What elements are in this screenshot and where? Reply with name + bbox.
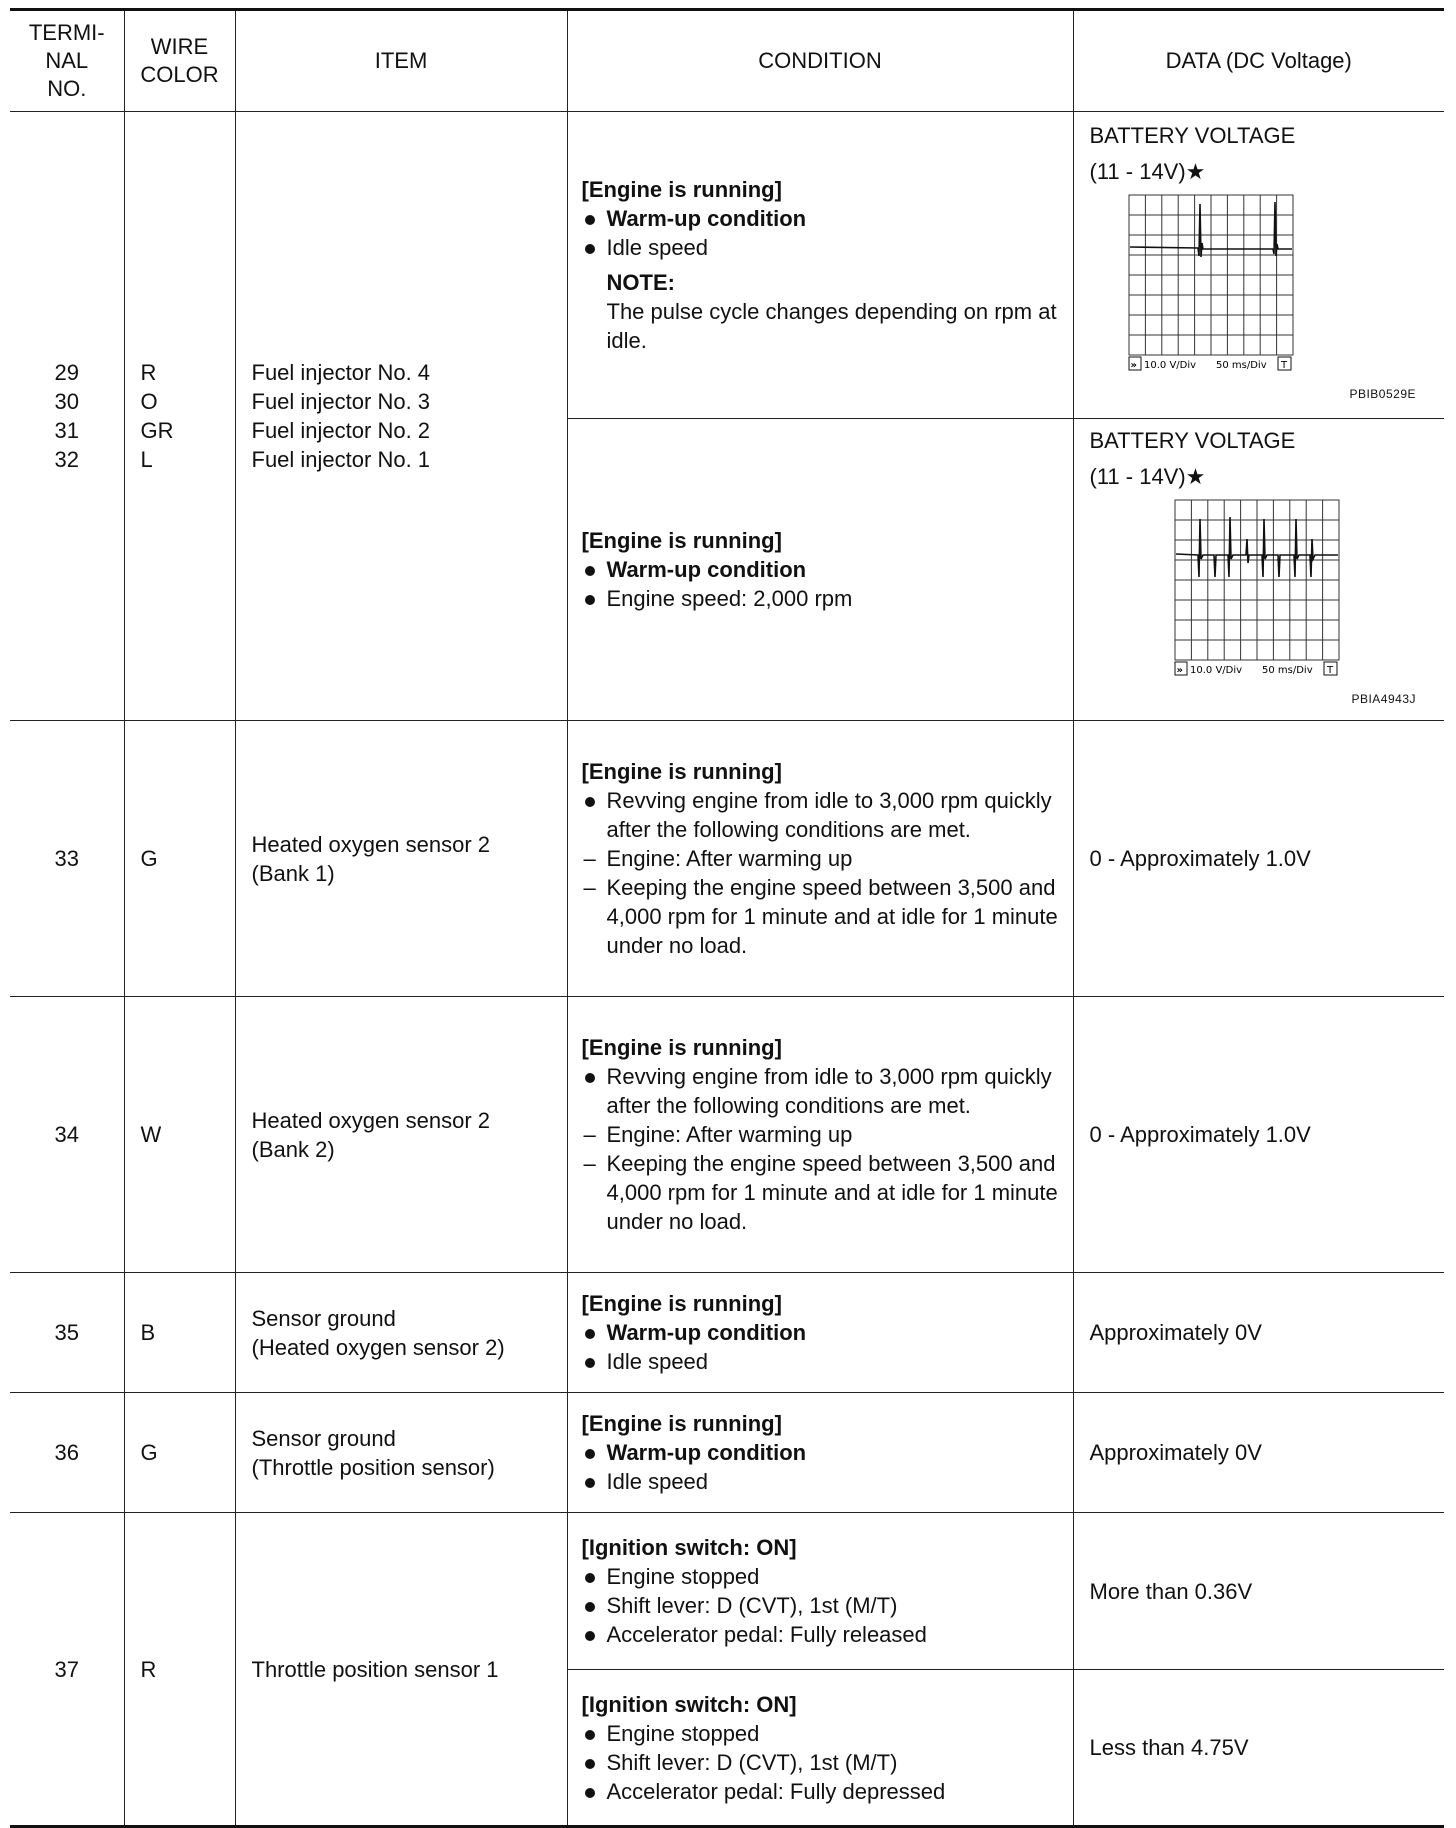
- condition-cell: [Engine is running] Warm-up condition Idle speed: [567, 1393, 1073, 1513]
- header-data: DATA (DC Voltage): [1073, 10, 1444, 112]
- svg-text:50 ms/Div: 50 ms/Div: [1215, 360, 1267, 371]
- condition-cell: [Engine is running] Revving engine from idle to 3,000 rpm quickly after the following conditions are met. – Engine: After warming up – Keeping the engine speed between 3,500 and 4,000 rpm for 1 minute and at idle for 1 minute under no load.: [567, 721, 1073, 997]
- svg-text:50 ms/Div: 50 ms/Div: [1261, 665, 1313, 676]
- svg-text:10.0 V/Div: 10.0 V/Div: [1189, 665, 1242, 676]
- table-row-34: 34 W Heated oxygen sensor 2 (Bank 2) [Engine is running] Revving engine from idle to 3,000 rpm quickly after the following conditions are met. – Engine: After warming up – Keeping the engine speed between 3,500 and 4,000 rpm for 1 minute and at idle for 1 minute under no load. 0 - Approximately 1.0V: [10, 997, 1444, 1273]
- condition-cell: [Ignition switch: ON] Engine stopped Shift lever: D (CVT), 1st (M/T) Accelerator pedal: Fully released: [567, 1513, 1073, 1670]
- condition-cell: [Engine is running] Warm-up condition Idle speed NOTE: The pulse cycle changes depending on rpm at idle.: [567, 112, 1073, 419]
- header-terminal: TERMI- NAL NO.: [10, 10, 124, 112]
- header-wire-color: WIRE COLOR: [124, 10, 235, 112]
- header-item: ITEM: [235, 10, 567, 112]
- condition-cell: [Engine is running] Warm-up condition Idle speed: [567, 1273, 1073, 1393]
- svg-text:T: T: [1280, 360, 1287, 371]
- note: NOTE: The pulse cycle changes depending on rpm at idle.: [606, 270, 1057, 353]
- oscilloscope-waveform-2000rpm: [1174, 499, 1349, 681]
- header-condition: CONDITION: [567, 10, 1073, 112]
- condition-cell: [Ignition switch: ON] Engine stopped Shift lever: D (CVT), 1st (M/T) Accelerator pedal: Fully depressed: [567, 1670, 1073, 1827]
- terminal-table: [10, 8, 1444, 1828]
- svg-text:»: »: [1176, 665, 1183, 676]
- table-row-35: 35 B Sensor ground (Heated oxygen sensor 2) [Engine is running] Warm-up condition Idle speed Approximately 0V: [10, 1273, 1444, 1393]
- svg-text:10.0 V/Div: 10.0 V/Div: [1143, 360, 1196, 371]
- table-row-37-2: [Ignition switch: ON] Engine stopped Shift lever: D (CVT), 1st (M/T) Accelerator pedal: Fully depressed Less than 4.75V: [10, 1670, 1444, 1827]
- oscilloscope-waveform-idle: [1128, 194, 1303, 376]
- table-row-36: 36 G Sensor ground (Throttle position sensor) [Engine is running] Warm-up condition Idle speed Approximately 0V: [10, 1393, 1444, 1513]
- item-cell: Fuel injector No. 4 Fuel injector No. 3 Fuel injector No. 2 Fuel injector No. 1: [235, 112, 567, 721]
- svg-text:T: T: [1326, 665, 1333, 676]
- terminal-cell: 29 30 31 32: [10, 112, 124, 721]
- table-row-33: 33 G Heated oxygen sensor 2 (Bank 1) [Engine is running] Revving engine from idle to 3,000 rpm quickly after the following conditions are met. – Engine: After warming up – Keeping the engine speed between 3,500 and 4,000 rpm for 1 minute and at idle for 1 minute under no load. 0 - Approximately 1.0V: [10, 721, 1444, 997]
- svg-text:»: »: [1130, 360, 1137, 371]
- header-row: [10, 10, 1444, 112]
- wire-cell: R O GR L: [124, 112, 235, 721]
- data-cell: BATTERY VOLTAGE (11 - 14V)★ » 10.0 V/Div 50 ms/Div T PBIB0529E: [1073, 112, 1444, 419]
- condition-cell: [Engine is running] Revving engine from idle to 3,000 rpm quickly after the following conditions are met. – Engine: After warming up – Keeping the engine speed between 3,500 and 4,000 rpm for 1 minute and at idle for 1 minute under no load.: [567, 997, 1073, 1273]
- condition-cell: [Engine is running] Warm-up condition Engine speed: 2,000 rpm: [567, 419, 1073, 721]
- table-row-injectors: [10, 112, 1444, 419]
- data-cell: BATTERY VOLTAGE (11 - 14V)★ » 10.0 V/Div 50 ms/Div T PBIA4943J: [1073, 419, 1444, 721]
- table-row-37: 37 R Throttle position sensor 1 [Ignition switch: ON] Engine stopped Shift lever: D (CVT), 1st (M/T) Accelerator pedal: Fully released More than 0.36V: [10, 1513, 1444, 1670]
